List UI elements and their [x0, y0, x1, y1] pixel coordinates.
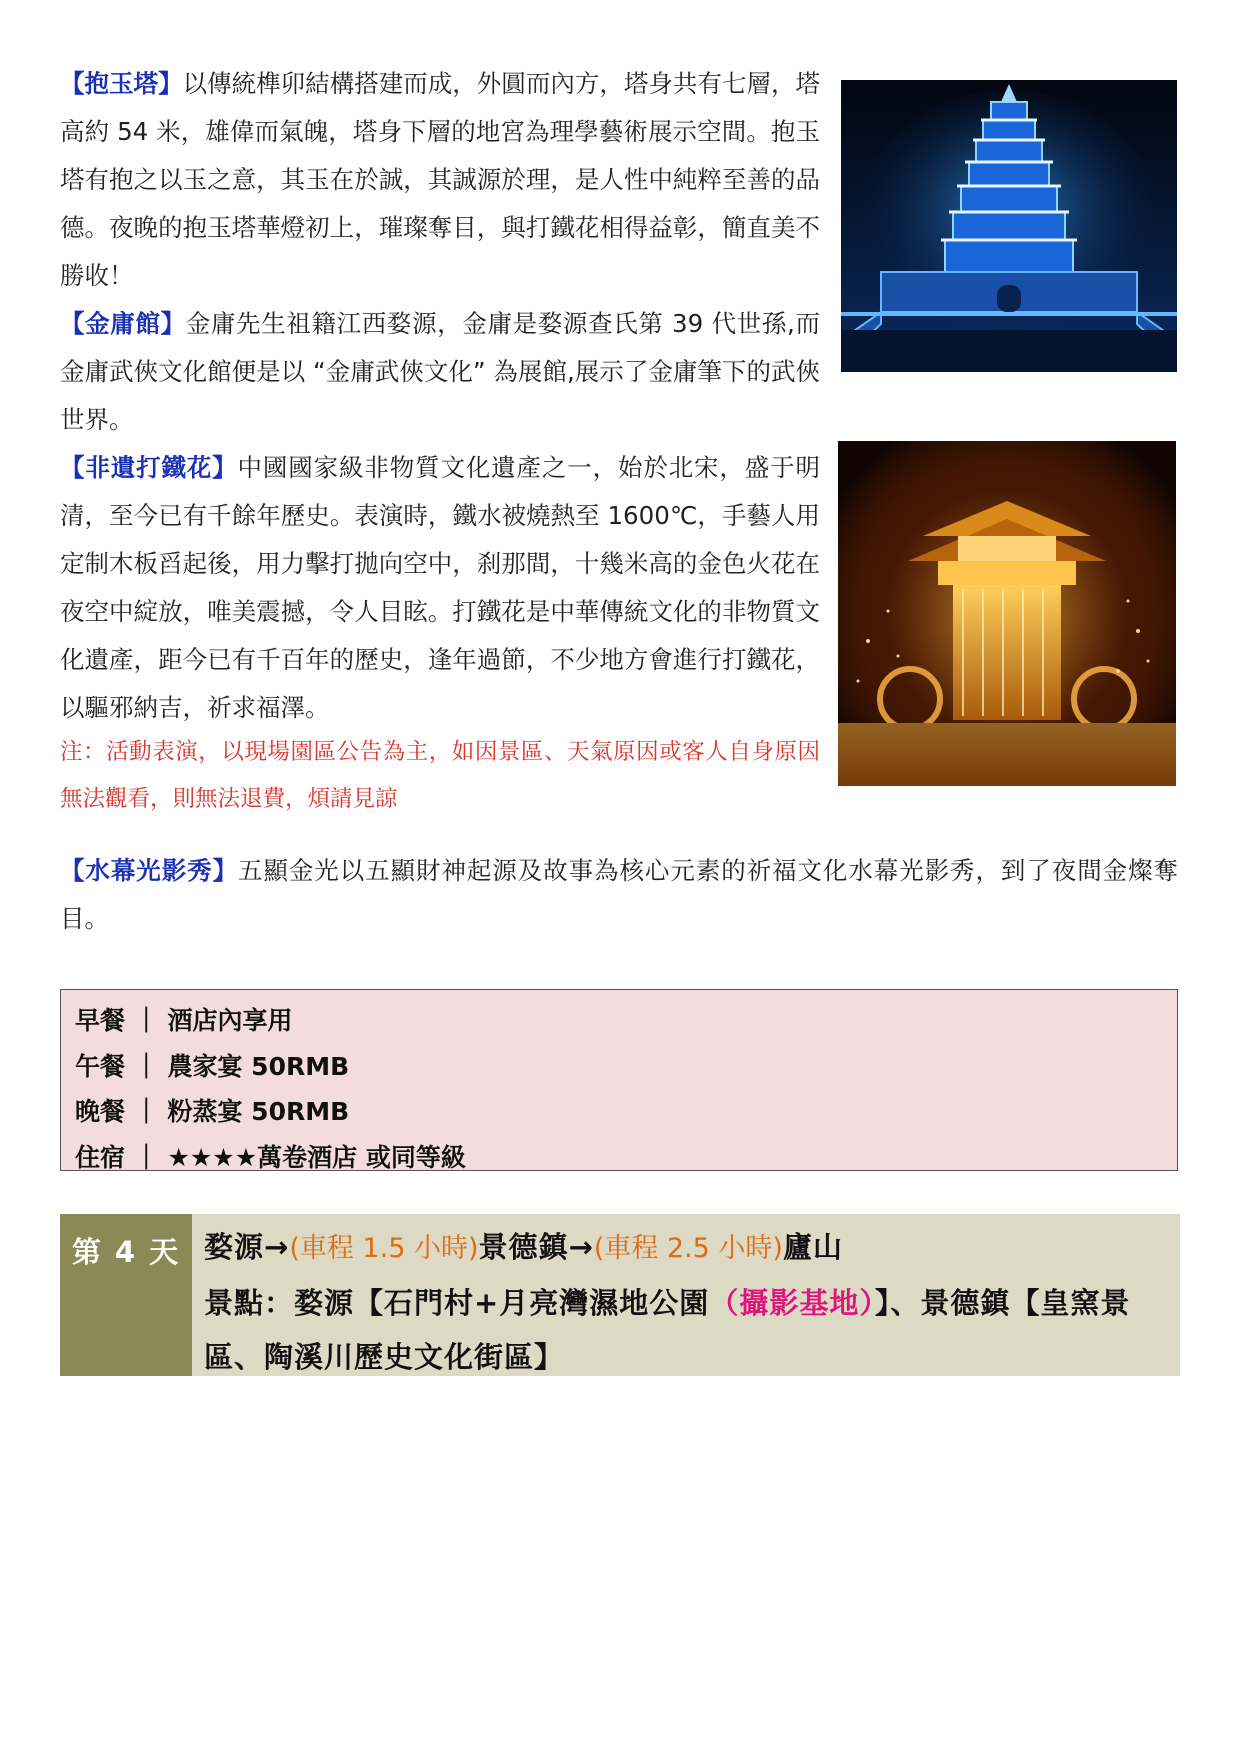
meal-separator: ｜ — [133, 1051, 159, 1081]
day-route — [204, 1220, 1168, 1276]
tower-photo — [841, 80, 1177, 372]
meal-separator: ｜ — [133, 1142, 159, 1172]
ironflower-paragraph — [60, 444, 820, 732]
meal-value: ★★★★萬卷酒店 或同等級 — [167, 1142, 466, 1172]
route-end: 廬山 — [782, 1230, 843, 1264]
notice-text: 注：活動表演，以現場園區公告為主，如因景區、天氣原因或客人自身原因無法觀看，則無法退費，煩請見諒 — [60, 739, 820, 812]
spots-text: 景點：婺源【石門村+月亮灣濕地公園 — [204, 1286, 710, 1320]
meal-value: 粉蒸宴 50RMB — [167, 1097, 350, 1126]
jinyong-paragraph — [60, 300, 820, 444]
drive-time-2: (車程 2.5 小時) — [593, 1233, 783, 1264]
meal-value: 酒店內享用 — [167, 1006, 293, 1035]
drive-time-1: (車程 1.5 小時) — [289, 1233, 479, 1264]
day-spots — [204, 1276, 1168, 1384]
day-itinerary-box — [60, 1214, 1180, 1376]
meal-separator: ｜ — [133, 1006, 159, 1035]
watershow-title: 【水幕光影秀】 — [60, 856, 239, 885]
meal-value: 農家宴 50RMB — [167, 1051, 350, 1081]
jinyong-text: 金庸先生祖籍江西婺源，金庸是婺源查氏第 39 代世孫,而金庸武俠文化館便是以 “金庸武俠文化” 為展館,展示了金庸筆下的武俠世界。 — [60, 309, 820, 434]
ironflower-text: 中國國家級非物質文化遺產之一，始於北宋，盛于明清，至今已有千餘年歷史。表演時，鐵水被燒熱至 1600℃，手藝人用定制木板舀起後，用力擊打拋向空中，刹那間，十幾米高的金色火花在夜空中綻放，唯美震撼，令人目眩。打鐵花是中華傳統文化的非物質文化遺產，距今已有千百年的歷史，逢年過節，不少地方會進行打鐵花，以驅邪納吉，祈求福澤。 — [60, 453, 821, 722]
route-start: 婺源→ — [204, 1230, 290, 1264]
meal-label: 早餐 — [75, 1006, 126, 1035]
meal-row-lodging — [75, 1135, 1163, 1181]
meal-row-breakfast — [75, 998, 1163, 1044]
spots-highlight: （攝影基地） — [709, 1286, 875, 1320]
watershow-paragraph — [60, 847, 1178, 943]
spots-text-2: 】、景德鎮【皇窯景區、陶溪川歷史文化街區】 — [204, 1286, 1131, 1374]
tower-text: 以傳統榫卯結構搭建而成，外圓而內方，塔身共有七層，塔高約 54 米，雄偉而氣魄，塔身下層的地宮為理學藝術展示空間。抱玉塔有抱之以玉之意，其玉在於誠，其誠源於理，是人性中純粹至善的品德。夜晚的抱玉塔華燈初上，璀璨奪目，與打鐵花相得益彰，簡直美不勝收！ — [60, 69, 821, 290]
ironflower-photo — [838, 441, 1176, 786]
day-label: 第 4 天 — [60, 1214, 192, 1376]
meal-row-lunch — [75, 1044, 1163, 1090]
jinyong-title: 【金庸館】 — [60, 309, 186, 338]
route-mid: 景德鎮→ — [478, 1230, 594, 1264]
ironflower-title: 【非遺打鐵花】 — [60, 453, 238, 482]
tower-paragraph — [60, 60, 820, 300]
meal-row-dinner — [75, 1089, 1163, 1135]
meal-label: 住宿 — [75, 1142, 126, 1172]
watershow-text: 五顯金光以五顯財神起源及故事為核心元素的祈福文化水幕光影秀，到了夜間金燦奪目。 — [60, 856, 1179, 933]
meal-separator: ｜ — [133, 1097, 159, 1126]
meals-box — [60, 989, 1178, 1171]
meal-label: 午餐 — [75, 1051, 126, 1081]
tower-title: 【抱玉塔】 — [60, 69, 183, 98]
day-content — [192, 1214, 1180, 1376]
meal-label: 晚餐 — [75, 1097, 126, 1126]
